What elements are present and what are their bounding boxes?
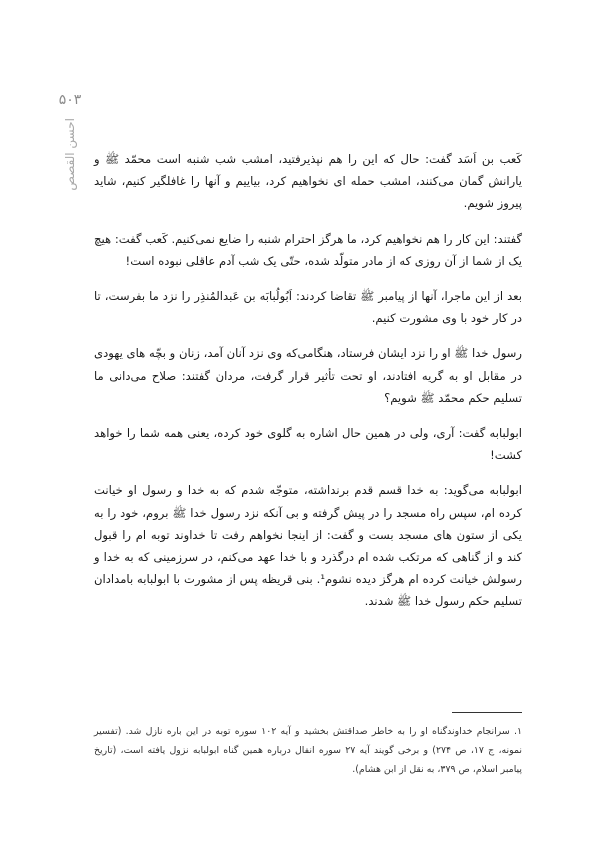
paragraph: گفتند: این کار را هم نخواهیم کرد، ما هرگز احترام شنبه را ضایع نمی‌کنیم. کَعب گفت: هیچ یک از شما از آن روزی که از مادر متولّد شده، حتّی یک شب آدم عاقلی نبوده است! <box>94 231 522 268</box>
main-text <box>94 148 522 626</box>
paragraph: ابولبابه گفت: آری، ولی در همین حال اشاره به گلوی خود کرده، یعنی همه شما را خواهد کشت! <box>94 426 522 463</box>
running-head: احسن القصص <box>63 118 77 191</box>
paragraph: بعد از این ماجرا، آنها از پیامبر ﷺ تقاضا کردند: اَبُولُبابَه بن عَبدالمُنذِر را نزد ما بفرست، تا در کار خود با وی مشورت کنیم. <box>94 289 522 326</box>
footnote: ۱. سرانجام خداوندگناه او را به خاطر صداقتش بخشید و آیه ۱۰۲ سوره توبه در این باره نازل شد. (تفسیر نمونه، ج ۱۷، ص ۲۷۴) و برخی گویند آیه ۲۷ سوره انفال درباره همین گناه ابولبابه نزول یافته است، (تاریخ پیامبر اسلام، ص ۳۷۹، به نقل از ابن هشام). <box>94 726 522 775</box>
footnote-divider <box>452 712 522 713</box>
page-number: ۵۰۳ <box>58 92 82 108</box>
paragraph: رسول خدا ﷺ او را نزد ایشان فرستاد، هنگامی‌که وی نزد آنان آمد، زنان و بچّه های یهودی در مقابل او به گریه افتادند، او تحت تأثیر قرار گرفت، مردان گفتند: صلاح می‌دانی ما تسلیم حکم محمّد ﷺ شویم؟ <box>94 346 522 405</box>
page-margin <box>56 92 84 191</box>
paragraph: کَعب بن اَسَد گفت: حال که این را هم نپذیرفتید، امشب شب شنبه است محمّد ﷺ و یارانش گمان می‌کنند، امشب حمله ای نخواهیم کرد، بیاییم و آنها را غافلگیر کنیم، شاید پیروز شویم. <box>94 152 522 211</box>
paragraph: ابولبابه می‌گوید: به خدا قسم قدم برنداشته، متوجّه شدم که به خدا و رسول او خیانت کرده ام، سپس راه مسجد را در پیش گرفته و بی آنکه نزد رسول خدا ﷺ بروم، خود را به یکی از ستون های مسجد بست و گفت: از اینجا نخواهم رفت تا خداوند توبه ام را قبول کند و از گناهی که مرتکب شده ام درگذرد و با خدا عهد می‌کنم، در سرزمینی که به خدا و رسولش خیانت کرده ام هرگز دیده نشوم¹. بنی قریظه پس از مشورت با ابولبابه بامدادان تسلیم حکم رسول خدا ﷺ شدند. <box>94 483 522 609</box>
